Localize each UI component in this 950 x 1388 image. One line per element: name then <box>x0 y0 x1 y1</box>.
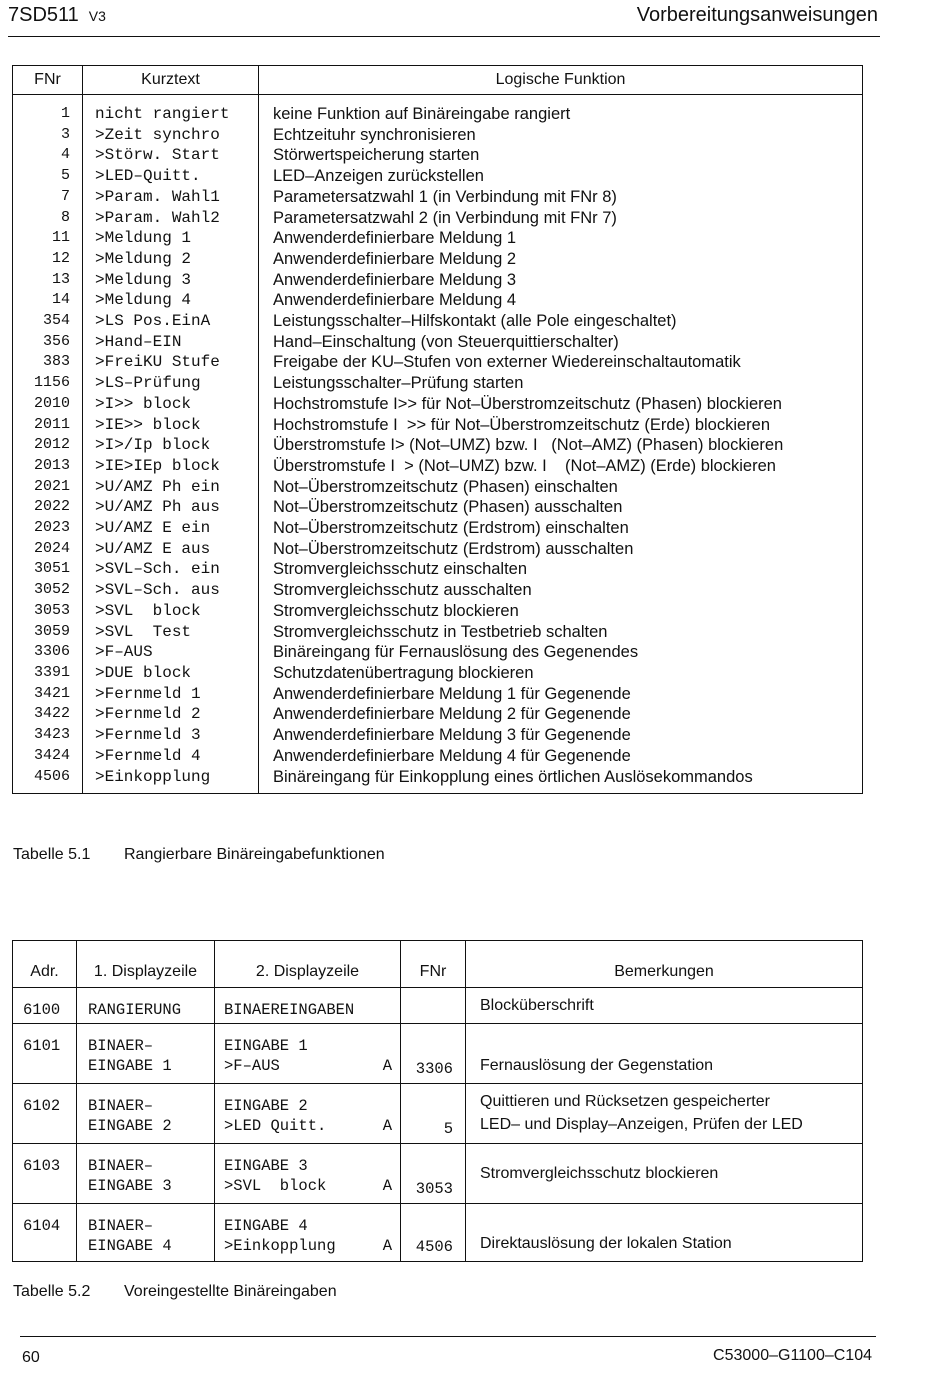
header-rule <box>8 36 880 37</box>
table-row <box>13 270 863 291</box>
fnr-cell: 11 <box>13 228 83 249</box>
column-header-fnr: FNr <box>401 941 466 988</box>
kurztext-cell: >Meldung 3 <box>83 270 259 291</box>
fnr-cell: 2022 <box>13 497 83 518</box>
display-text: >F–AUS <box>224 1057 280 1075</box>
table-row <box>13 95 863 125</box>
kurztext-cell: >Fernmeld 1 <box>83 684 259 705</box>
kurztext-cell: >F–AUS <box>83 642 259 663</box>
function-cell: Anwenderdefinierbare Meldung 2 für Gegenende <box>273 705 631 724</box>
display-line-1-cell <box>77 1144 215 1204</box>
fnr-cell: 4506 <box>13 767 83 794</box>
table-row <box>13 767 863 794</box>
remark-text: Direktauslösung der lokalen Station <box>480 1235 732 1252</box>
table-row <box>13 208 863 229</box>
table-row <box>13 145 863 166</box>
table-row <box>13 187 863 208</box>
kurztext-cell: >U/AMZ Ph ein <box>83 477 259 498</box>
kurztext-cell: >Einkopplung <box>83 767 259 794</box>
kurztext-cell: >Meldung 2 <box>83 249 259 270</box>
function-cell: Binäreingang für Einkopplung eines örtlichen Auslösekommandos <box>273 767 753 786</box>
table-row <box>13 642 863 663</box>
fnr-cell: 5 <box>13 166 83 187</box>
display-text: BINAER– <box>88 1157 154 1175</box>
table-row <box>13 435 863 456</box>
display-text: EINGABE 2 <box>224 1097 308 1115</box>
function-cell: keine Funktion auf Binäreingabe rangiert <box>273 105 571 123</box>
fnr-cell: 2013 <box>13 456 83 477</box>
function-cell: Parametersatzwahl 1 (in Verbindung mit FNr 8) <box>273 187 617 206</box>
remark-text: Stromvergleichsschutz blockieren <box>480 1165 719 1182</box>
function-cell: Parametersatzwahl 2 (in Verbindung mit FNr 7) <box>273 208 617 227</box>
fnr-cell: 3422 <box>13 704 83 725</box>
table-row <box>13 415 863 436</box>
function-cell: Binäreingang für Fernauslösung des Gegenendes <box>273 643 639 662</box>
table-row <box>13 394 863 415</box>
display-text: >LED Quitt. <box>224 1117 327 1135</box>
fnr-cell: 3391 <box>13 663 83 684</box>
kurztext-cell: >LED–Quitt. <box>83 166 259 187</box>
kurztext-cell: >I>> block <box>83 394 259 415</box>
device-name: 7SD511 <box>8 4 79 26</box>
remark-text: Fernauslösung der Gegenstation <box>480 1057 714 1074</box>
kurztext-cell: >Fernmeld 4 <box>83 746 259 767</box>
table-row <box>13 497 863 518</box>
table-row <box>13 311 863 332</box>
kurztext-cell: nicht rangiert <box>83 95 259 125</box>
table-row <box>13 663 863 684</box>
function-cell: Anwenderdefinierbare Meldung 4 für Gegenende <box>273 746 631 765</box>
function-cell: Hochstromstufe I>> für Not–Überstromzeitschutz (Phasen) blockieren <box>273 394 782 413</box>
table-row <box>13 622 863 643</box>
display-subline <box>224 1056 392 1076</box>
function-cell: Überstromstufe I> (Not–UMZ) bzw. I (Not–AMZ) (Phasen) blockieren <box>273 436 784 455</box>
function-cell: Hochstromstufe I >> für Not–Überstromzeitschutz (Erde) blockieren <box>273 415 771 434</box>
kurztext-cell: >Zeit synchro <box>83 125 259 146</box>
display-line-2-cell <box>215 1144 401 1204</box>
address-cell: 6101 <box>13 1024 77 1084</box>
fnr-cell: 3421 <box>13 684 83 705</box>
caption-number: Tabelle 5.2 <box>13 1283 91 1300</box>
fnr-cell: 12 <box>13 249 83 270</box>
table-row <box>13 290 863 311</box>
fnr-cell: 2012 <box>13 435 83 456</box>
fnr-cell: 3424 <box>13 746 83 767</box>
fnr-cell: 4 <box>13 145 83 166</box>
remark-text: LED– und Display–Anzeigen, Prüfen der LED <box>480 1116 803 1133</box>
address-cell: 6102 <box>13 1084 77 1144</box>
display-text: EINGABE 3 <box>224 1157 308 1175</box>
table-row <box>13 352 863 373</box>
assignment-flag: A <box>382 1057 392 1075</box>
table-row <box>13 1084 863 1144</box>
fnr-cell: 2011 <box>13 415 83 436</box>
fnr-cell: 3 <box>13 125 83 146</box>
kurztext-cell: >LS–Prüfung <box>83 373 259 394</box>
fnr-cell: 4506 <box>401 1204 466 1262</box>
column-header-adr: Adr. <box>13 941 77 988</box>
fnr-cell: 3051 <box>13 559 83 580</box>
remark-cell <box>466 988 863 1024</box>
table-row <box>13 228 863 249</box>
column-header-displayzeile-2: 2. Displayzeile <box>215 941 401 988</box>
table-row <box>13 580 863 601</box>
display-line-2-cell <box>215 1024 401 1084</box>
remark-text: Blocküberschrift <box>480 997 594 1014</box>
fnr-cell: 3059 <box>13 622 83 643</box>
fnr-cell: 2024 <box>13 539 83 560</box>
table-row <box>13 373 863 394</box>
table-row <box>13 166 863 187</box>
fnr-cell: 5 <box>401 1084 466 1144</box>
kurztext-cell: >SVL block <box>83 601 259 622</box>
function-cell: Anwenderdefinierbare Meldung 3 für Gegenende <box>273 726 631 745</box>
address-cell: 6100 <box>13 988 77 1024</box>
function-cell: Leistungsschalter–Hilfskontakt (alle Pole eingeschaltet) <box>273 312 677 331</box>
display-text: >Einkopplung <box>224 1237 336 1255</box>
column-header-logische-funktion: Logische Funktion <box>259 66 863 95</box>
function-cell: Stromvergleichsschutz blockieren <box>273 601 519 620</box>
display-text: >SVL block <box>224 1177 327 1195</box>
fnr-cell: 14 <box>13 290 83 311</box>
function-cell: Störwertspeicherung starten <box>273 146 480 165</box>
assignment-flag: A <box>382 1237 392 1255</box>
footer-rule <box>20 1336 876 1337</box>
function-cell: Schutzdatenübertragung blockieren <box>273 663 534 682</box>
function-cell: Hand–Einschaltung (von Steuerquittierschalter) <box>273 332 619 351</box>
remark-cell <box>466 1204 863 1262</box>
display-text: BINAER– <box>88 1217 154 1235</box>
kurztext-cell: >IE>IEp block <box>83 456 259 477</box>
function-cell: Stromvergleichsschutz in Testbetrieb schalten <box>273 622 608 641</box>
display-text: EINGABE 1 <box>88 1057 172 1075</box>
kurztext-cell: >Param. Wahl2 <box>83 208 259 229</box>
table-row <box>13 332 863 353</box>
function-cell: Freigabe der KU–Stufen von externer Wiedereinschaltautomatik <box>273 353 741 372</box>
function-cell: Anwenderdefinierbare Meldung 1 für Gegenende <box>273 684 631 703</box>
kurztext-cell: >SVL–Sch. aus <box>83 580 259 601</box>
display-line-2-cell <box>215 1204 401 1262</box>
assignment-flag: A <box>382 1117 392 1135</box>
table-row <box>13 477 863 498</box>
table-row <box>13 456 863 477</box>
table-row <box>13 1024 863 1084</box>
function-cell: Überstromstufe I > (Not–UMZ) bzw. I (Not–AMZ) (Erde) blockieren <box>273 456 776 475</box>
fnr-cell: 354 <box>13 311 83 332</box>
display-line-2-cell <box>215 988 401 1024</box>
fnr-cell: 3052 <box>13 580 83 601</box>
table-row <box>13 684 863 705</box>
function-cell: Not–Überstromzeitschutz (Erdstrom) einschalten <box>273 519 629 538</box>
table-row <box>13 1144 863 1204</box>
display-text: RANGIERUNG <box>88 1001 182 1019</box>
function-cell: Anwenderdefinierbare Meldung 3 <box>273 270 517 289</box>
kurztext-cell: >Meldung 1 <box>83 228 259 249</box>
display-text: EINGABE 2 <box>88 1117 172 1135</box>
fnr-cell: 3306 <box>13 642 83 663</box>
function-cell: Anwenderdefinierbare Meldung 1 <box>273 229 517 248</box>
function-cell: Leistungsschalter–Prüfung starten <box>273 374 524 393</box>
chapter-title: Vorbereitungsanweisungen <box>636 4 878 26</box>
caption-number: Tabelle 5.1 <box>13 846 91 863</box>
table-row <box>13 746 863 767</box>
table-row <box>13 539 863 560</box>
display-text: EINGABE 1 <box>224 1037 308 1055</box>
fnr-cell: 8 <box>13 208 83 229</box>
kurztext-cell: >U/AMZ Ph aus <box>83 497 259 518</box>
fnr-cell: 7 <box>13 187 83 208</box>
caption-text: Rangierbare Binäreingabefunktionen <box>124 846 385 863</box>
page-number: 60 <box>22 1349 40 1366</box>
table-row <box>13 559 863 580</box>
display-line-1-cell <box>77 988 215 1024</box>
kurztext-cell: >Störw. Start <box>83 145 259 166</box>
display-line-1-cell <box>77 1024 215 1084</box>
table-row <box>13 125 863 146</box>
kurztext-cell: >U/AMZ E aus <box>83 539 259 560</box>
function-cell: Stromvergleichsschutz ausschalten <box>273 581 532 600</box>
table-header-row <box>13 66 863 95</box>
function-cell: Stromvergleichsschutz einschalten <box>273 560 528 579</box>
header-device <box>8 4 106 27</box>
display-line-1-cell <box>77 1204 215 1262</box>
fnr-cell: 3423 <box>13 725 83 746</box>
function-cell: Not–Überstromzeitschutz (Phasen) ausschalten <box>273 498 623 517</box>
address-cell: 6104 <box>13 1204 77 1262</box>
display-subline <box>224 1116 392 1136</box>
fnr-cell: 1156 <box>13 373 83 394</box>
table-caption-5-1 <box>13 846 385 864</box>
remark-cell <box>466 1084 863 1144</box>
column-header-displayzeile-1: 1. Displayzeile <box>77 941 215 988</box>
kurztext-cell: >SVL–Sch. ein <box>83 559 259 580</box>
table-header-row <box>13 941 863 988</box>
fnr-cell: 3053 <box>401 1144 466 1204</box>
table-caption-5-2 <box>13 1283 337 1301</box>
remark-cell <box>466 1144 863 1204</box>
table-row <box>13 988 863 1024</box>
fnr-cell: 2023 <box>13 518 83 539</box>
table-row <box>13 601 863 622</box>
table-row <box>13 704 863 725</box>
column-header-bemerkungen: Bemerkungen <box>466 941 863 988</box>
display-text: BINAER– <box>88 1037 154 1055</box>
display-text: BINAER– <box>88 1097 154 1115</box>
kurztext-cell: >SVL Test <box>83 622 259 643</box>
kurztext-cell: >U/AMZ E ein <box>83 518 259 539</box>
kurztext-cell: >Fernmeld 3 <box>83 725 259 746</box>
device-version: V3 <box>88 8 106 24</box>
remark-cell <box>466 1024 863 1084</box>
kurztext-cell: >Fernmeld 2 <box>83 704 259 725</box>
table-row <box>13 1204 863 1262</box>
document-id: C53000–G1100–C104 <box>713 1347 872 1364</box>
fnr-cell: 383 <box>13 352 83 373</box>
display-text: EINGABE 4 <box>88 1237 172 1255</box>
function-cell: Anwenderdefinierbare Meldung 2 <box>273 249 517 268</box>
address-cell: 6103 <box>13 1144 77 1204</box>
kurztext-cell: >FreiKU Stufe <box>83 352 259 373</box>
column-header-fnr: FNr <box>13 66 83 95</box>
kurztext-cell: >I>/Ip block <box>83 435 259 456</box>
fnr-cell: 1 <box>13 95 83 125</box>
fnr-cell: 3306 <box>401 1024 466 1084</box>
function-cell: Anwenderdefinierbare Meldung 4 <box>273 291 517 310</box>
kurztext-cell: >Meldung 4 <box>83 290 259 311</box>
fnr-cell <box>401 988 466 1024</box>
kurztext-cell: >IE>> block <box>83 415 259 436</box>
remark-text: Quittieren und Rücksetzen gespeicherter <box>480 1093 770 1110</box>
display-text: BINAEREINGABEN <box>224 1001 355 1019</box>
function-cell: Echtzeituhr synchronisieren <box>273 125 476 144</box>
column-header-kurztext: Kurztext <box>83 66 259 95</box>
assignment-flag: A <box>382 1177 392 1195</box>
caption-text: Voreingestellte Binäreingaben <box>124 1283 337 1300</box>
kurztext-cell: >LS Pos.EinA <box>83 311 259 332</box>
table-row <box>13 249 863 270</box>
function-cell: LED–Anzeigen zurückstellen <box>273 167 484 186</box>
preset-binary-inputs-table <box>12 940 863 1262</box>
function-cell: Not–Überstromzeitschutz (Phasen) einschalten <box>273 477 618 496</box>
kurztext-cell: >Param. Wahl1 <box>83 187 259 208</box>
fnr-cell: 356 <box>13 332 83 353</box>
table-row <box>13 725 863 746</box>
display-text: EINGABE 3 <box>88 1177 172 1195</box>
fnr-cell: 2010 <box>13 394 83 415</box>
function-cell: Not–Überstromzeitschutz (Erdstrom) ausschalten <box>273 539 634 558</box>
kurztext-cell: >DUE block <box>83 663 259 684</box>
fnr-cell: 13 <box>13 270 83 291</box>
display-subline <box>224 1236 392 1256</box>
fnr-cell: 3053 <box>13 601 83 622</box>
display-line-1-cell <box>77 1084 215 1144</box>
display-line-2-cell <box>215 1084 401 1144</box>
table-row <box>13 518 863 539</box>
fnr-cell: 2021 <box>13 477 83 498</box>
display-text: EINGABE 4 <box>224 1217 308 1235</box>
kurztext-cell: >Hand–EIN <box>83 332 259 353</box>
display-subline <box>224 1176 392 1196</box>
binary-input-functions-table <box>12 65 863 794</box>
